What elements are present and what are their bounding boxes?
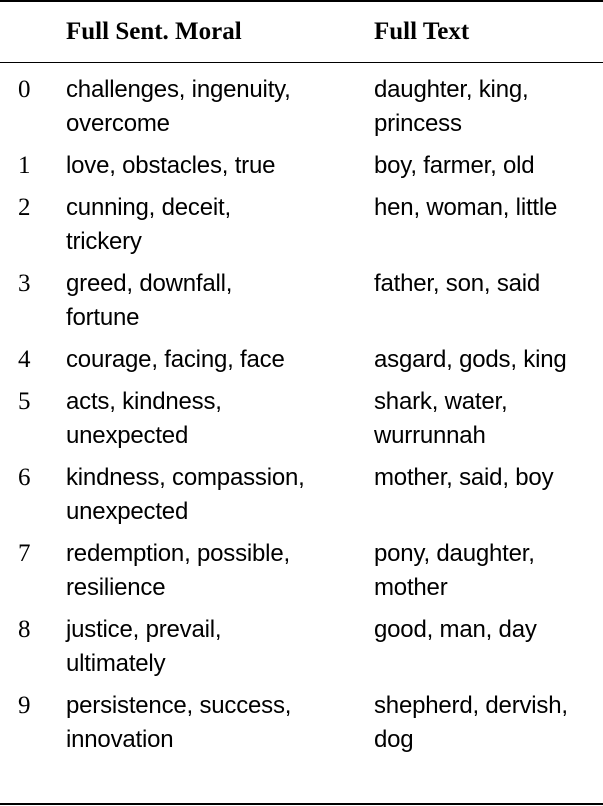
text-line: asgard, gods, king: [374, 346, 567, 373]
text-line: hen, woman, little: [374, 194, 558, 221]
row-index: 8: [18, 616, 31, 643]
moral-line: persistence, success,: [66, 692, 292, 719]
text-line: princess: [374, 110, 462, 137]
moral-line: greed, downfall,: [66, 270, 233, 297]
text-line: shark, water,: [374, 388, 508, 415]
text-line: mother: [374, 574, 448, 601]
text-line: pony, daughter,: [374, 540, 535, 567]
moral-line: courage, facing, face: [66, 346, 285, 373]
text-line: dog: [374, 726, 414, 753]
text-line: good, man, day: [374, 616, 537, 643]
row-index: 7: [18, 540, 31, 567]
moral-line: justice, prevail,: [66, 616, 222, 643]
moral-line: ultimately: [66, 650, 166, 677]
moral-line: kindness, compassion,: [66, 464, 305, 491]
table-header-rule: [0, 62, 603, 63]
row-index: 6: [18, 464, 31, 491]
text-line: boy, farmer, old: [374, 152, 535, 179]
moral-line: fortune: [66, 304, 140, 331]
moral-line: unexpected: [66, 422, 189, 449]
text-line: father, son, said: [374, 270, 541, 297]
moral-line: innovation: [66, 726, 174, 753]
table-top-rule: [0, 0, 603, 2]
row-index: 9: [18, 692, 31, 719]
row-index: 1: [18, 152, 31, 179]
row-index: 5: [18, 388, 31, 415]
moral-line: unexpected: [66, 498, 189, 525]
table-bottom-rule: [0, 803, 603, 805]
row-index: 0: [18, 76, 31, 103]
moral-line: overcome: [66, 110, 170, 137]
text-line: mother, said, boy: [374, 464, 554, 491]
moral-line: challenges, ingenuity,: [66, 76, 291, 103]
row-index: 4: [18, 346, 31, 373]
moral-line: acts, kindness,: [66, 388, 222, 415]
row-index: 3: [18, 270, 31, 297]
moral-line: cunning, deceit,: [66, 194, 231, 221]
moral-line: love, obstacles, true: [66, 152, 276, 179]
text-line: daughter, king,: [374, 76, 529, 103]
header-full-text: Full Text: [374, 18, 470, 45]
moral-line: redemption, possible,: [66, 540, 290, 567]
header-full-sent-moral: Full Sent. Moral: [66, 18, 242, 45]
row-index: 2: [18, 194, 31, 221]
text-line: wurrunnah: [374, 422, 486, 449]
moral-line: trickery: [66, 228, 142, 255]
moral-line: resilience: [66, 574, 166, 601]
text-line: shepherd, dervish,: [374, 692, 568, 719]
